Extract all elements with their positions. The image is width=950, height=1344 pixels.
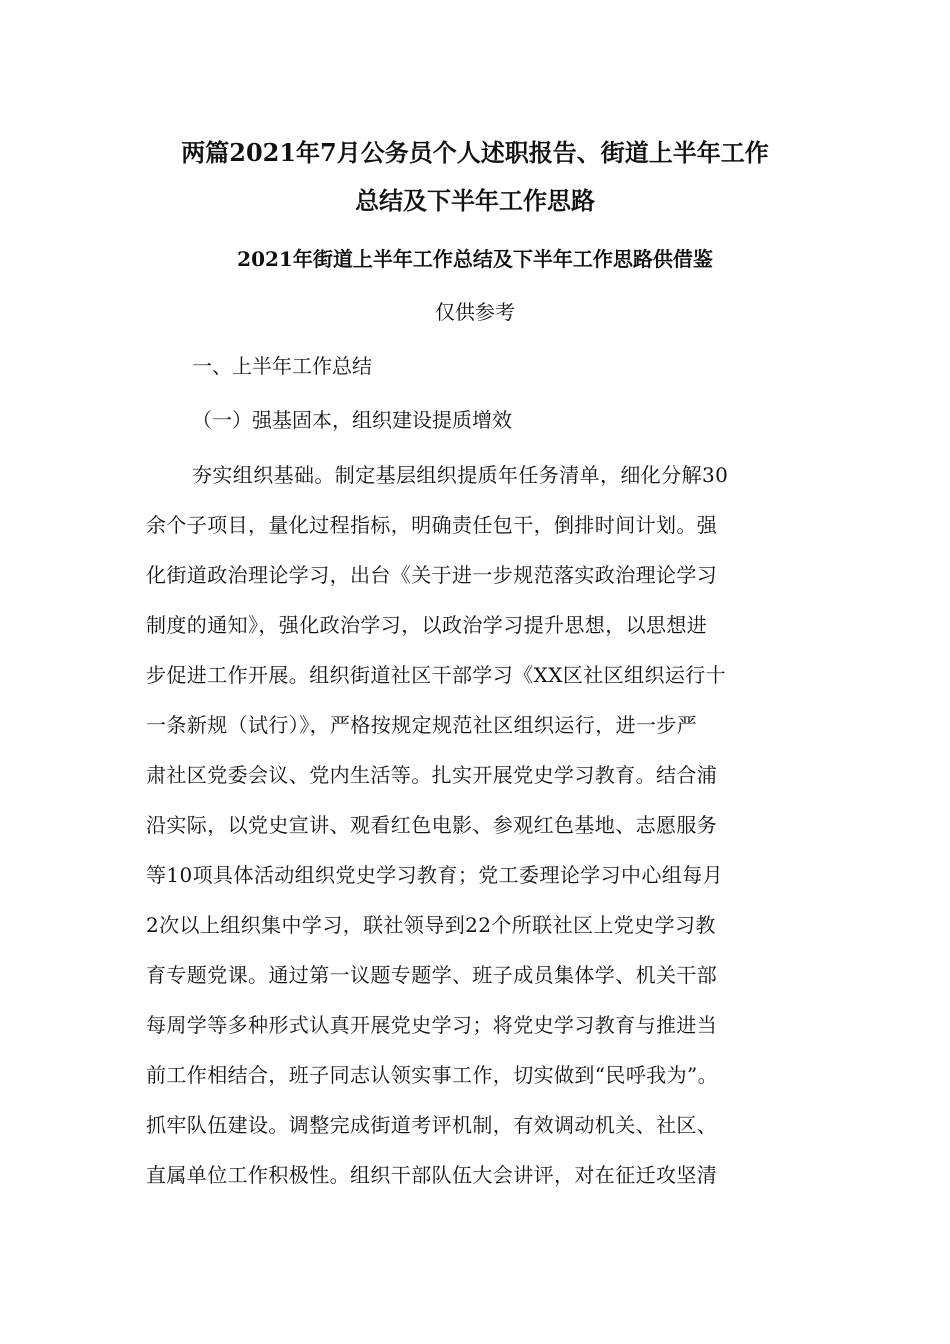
body-line: 直属单位工作积极性。组织干部队伍大会讲评，对在征迁攻坚清: [146, 1163, 718, 1187]
body-line: 抓牢队伍建设。调整完成街道考评机制，有效调动机关、社区、: [146, 1113, 718, 1137]
body-line: 制度的通知》，强化政治学习，以政治学习提升思想，以思想进: [146, 613, 708, 637]
body-line: 前工作相结合，班子同志认领实事工作，切实做到“民呼我为”。: [146, 1063, 719, 1087]
body-line: 等10项具体活动组织党史学习教育；党工委理论学习中心组每月: [146, 863, 724, 887]
body-line: 夯实组织基础。制定基层组织提质年任务清单，细化分解30: [192, 463, 729, 487]
document-title-line-2: 总结及下半年工作思路: [355, 186, 595, 215]
body-line: 沿实际，以党史宣讲、观看红色电影、参观红色基地、志愿服务: [146, 813, 718, 837]
body-line: 每周学等多种形式认真开展党史学习；将党史学习教育与推进当: [146, 1013, 718, 1037]
body-line: 一条新规（试行）》，严格按规定规范社区组织运行，进一步严: [146, 713, 698, 737]
body-line: 2次以上组织集中学习，联社领导到22个所联社区上党史学习教: [146, 913, 716, 937]
body-line: 育专题党课。通过第一议题专题学、班子成员集体学、机关干部: [146, 963, 718, 987]
subsection-heading: （一）强基固本，组织建设提质增效: [192, 408, 512, 432]
document-subtitle: 2021年街道上半年工作总结及下半年工作思路供借鉴: [237, 247, 713, 271]
body-line: 余个子项目，量化过程指标，明确责任包干，倒排时间计划。强: [146, 513, 718, 537]
body-line: 肃社区党委会议、党内生活等。扎实开展党史学习教育。结合浦: [146, 763, 718, 787]
section-heading: 一、上半年工作总结: [192, 354, 372, 378]
body-line: 步促进工作开展。组织街道社区干部学习《XX区社区组织运行十: [146, 663, 727, 687]
body-line: 化街道政治理论学习，出台《关于进一步规范落实政治理论学习: [146, 563, 718, 587]
reference-note: 仅供参考: [435, 300, 515, 324]
document-title-line-1: 两篇2021年7月公务员个人述职报告、街道上半年工作: [181, 138, 769, 167]
